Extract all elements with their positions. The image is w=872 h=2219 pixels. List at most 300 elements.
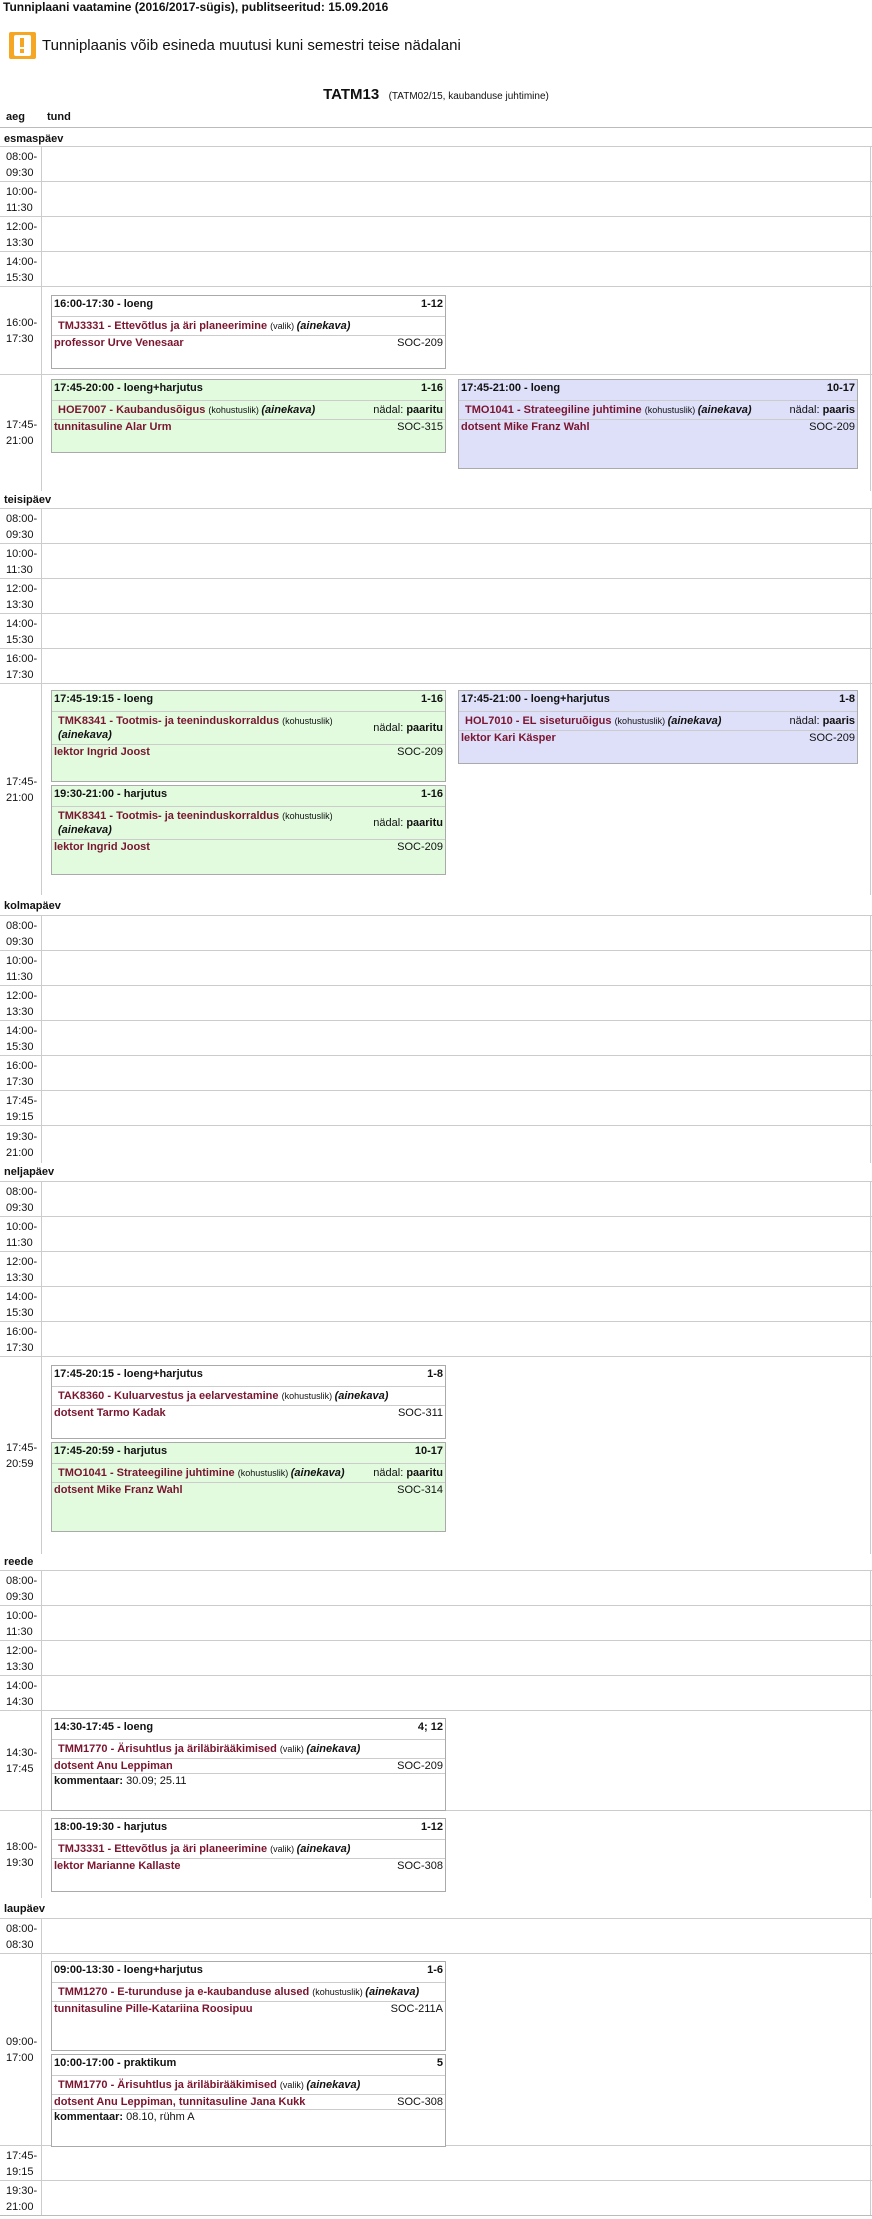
time-slot-label [0,1711,42,1811]
time-range: 09:00- 17:00 [6,2036,38,2064]
course-title[interactable] [58,319,350,333]
time-slot-row [0,508,872,544]
lesson-time-type: 09:00-13:30 - loeng+harjutus [54,1964,203,1976]
lecturer-link[interactable]: dotsent Mike Franz Wahl [54,1484,183,1496]
time-slot-label [0,1056,42,1091]
time-slot-row [0,613,872,649]
lesson-weeks: 10-17 [826,382,855,394]
time-slot-label [0,217,42,252]
warning-icon [9,32,36,59]
course-kind: (kohustuslik) [614,716,668,726]
lecturer-link[interactable]: dotsent Anu Leppiman, tunnitasuline Jana Kukk [54,2096,306,2108]
lesson-cell [42,2146,871,2181]
course-name[interactable]: TAK8360 - Kuluarvestus ja eelarvestamine [58,1390,282,1402]
ainekava-link[interactable]: (ainekava) [697,404,752,416]
time-range: 08:00- 09:30 [6,150,38,179]
time-range: 12:00- 13:30 [6,1255,38,1284]
time-slot-label [0,147,42,182]
lesson-weeks: 1-16 [420,382,443,394]
lesson-cell [42,509,871,544]
lesson-weeks: 5 [436,2057,443,2069]
lesson-header [52,2055,445,2075]
time-slot-label [0,1571,42,1606]
lesson-time-type: 17:45-19:15 - loeng [54,693,154,705]
lesson-time-type: 14:30-17:45 - loeng [54,1721,154,1733]
ainekava-link[interactable]: (ainekava) [306,2079,361,2091]
course-kind: (kohustuslik) [282,811,333,821]
time-slot-label [0,684,42,895]
lecturer-link[interactable]: tunnitasuline Pille-Katariina Roosipuu [54,2003,253,2015]
lesson-card[interactable] [51,379,446,453]
course-title[interactable] [58,1389,388,1403]
week-parity-value: paaritu [406,1467,443,1479]
ainekava-link[interactable]: (ainekava) [58,729,112,741]
course-name[interactable]: TMM1770 - Ärisuhtlus ja äriläbirääkimised [58,1743,280,1755]
lesson-card[interactable] [51,1718,446,1811]
lesson-cell [42,1217,871,1252]
time-range: 08:00- 09:30 [6,1574,38,1603]
course-title[interactable] [58,1742,360,1756]
room: SOC-209 [397,746,443,758]
ainekava-link[interactable]: (ainekava) [365,1986,420,1998]
time-slot-row [0,181,872,217]
lecturer-link[interactable]: lektor Kari Käsper [461,732,556,744]
time-slot-label [0,1182,42,1217]
room: SOC-211A [390,2003,443,2015]
time-slot-row [0,1286,872,1322]
time-slot-row [0,1605,872,1641]
time-slot-row [0,2145,872,2181]
time-slot-row [0,1181,872,1217]
lesson-cell [42,2181,871,2216]
lecturer-link[interactable]: dotsent Anu Leppiman [54,1760,173,1772]
lecturer-link[interactable]: lektor Ingrid Joost [54,841,150,853]
lecturer-link[interactable]: lektor Ingrid Joost [54,746,150,758]
room: SOC-209 [397,1760,443,1772]
lesson-cell [42,1021,871,1056]
time-slot-label [0,1954,42,2146]
time-slot-label [0,1287,42,1322]
comment-label: kommentaar: [54,1775,127,1787]
lesson-card[interactable] [458,379,858,469]
lesson-cell [42,649,871,684]
time-slot-label [0,2146,42,2181]
time-slot-label [0,916,42,951]
time-slot-row [0,543,872,579]
time-range: 17:45- 20:59 [6,1441,38,1470]
time-range: 16:00- 17:30 [6,1059,38,1088]
lesson-course [459,711,857,730]
lesson-course [52,400,445,419]
lesson-time-type: 17:45-21:00 - loeng+harjutus [461,693,610,705]
time-slot-label [0,1091,42,1126]
ainekava-link[interactable]: (ainekava) [290,1467,345,1479]
lesson-lecturer-room [52,2001,445,2016]
ainekava-link[interactable]: (ainekava) [261,404,316,416]
course-name[interactable]: TMO1041 - Strateegiline juhtimine [465,404,645,416]
week-parity [373,816,443,830]
lesson-cell [42,1126,871,1163]
ainekava-link[interactable]: (ainekava) [667,715,722,727]
lesson-weeks: 4; 12 [417,1721,443,1733]
time-range: 08:00- 09:30 [6,512,38,541]
course-name[interactable]: TMK8341 - Tootmis- ja teeninduskorraldus [58,715,283,727]
lesson-header [52,1719,445,1739]
lesson-course [52,711,445,744]
time-slot-label [0,509,42,544]
day-label: neljapäev [4,1166,55,1178]
room: SOC-314 [397,1484,443,1496]
time-slot-row [0,216,872,252]
time-slot-row [0,1640,872,1676]
column-header-time: aeg [6,111,25,123]
lesson-cell [42,614,871,649]
time-range: 16:00- 17:30 [6,652,38,681]
lesson-course [52,1739,445,1758]
time-slot-label [0,614,42,649]
time-slot-row [0,950,872,986]
time-slot-row [0,985,872,1021]
week-parity [790,714,855,728]
lesson-weeks: 1-16 [420,693,443,705]
time-slot-label [0,1606,42,1641]
lesson-lecturer-room [52,335,445,350]
time-range: 16:00- 17:30 [6,317,38,345]
ainekava-link[interactable]: (ainekava) [334,1390,389,1402]
week-parity [373,721,443,735]
day-label: laupäev [4,1903,45,1915]
time-range: 18:00- 19:30 [6,1840,38,1869]
time-range: 08:00- 09:30 [6,919,38,948]
time-slot-label [0,1676,42,1711]
lesson-header [52,1443,445,1463]
week-parity-label: nädal: [373,1467,407,1479]
time-range: 19:30- 21:00 [6,2184,38,2213]
lesson-header [52,786,445,806]
room: SOC-209 [397,841,443,853]
lesson-time-type: 17:45-20:59 - harjutus [54,1445,168,1457]
lesson-cell [42,1056,871,1091]
room: SOC-308 [397,2096,443,2108]
course-name[interactable]: TMK8341 - Tootmis- ja teeninduskorraldus [58,810,283,822]
lesson-card[interactable] [51,1818,446,1892]
lesson-cell [42,1606,871,1641]
time-range: 08:00- 08:30 [6,1922,38,1951]
time-slot-row [0,1216,872,1252]
lesson-header [52,296,445,316]
room: SOC-308 [397,1860,443,1872]
course-name[interactable]: TMM1770 - Ärisuhtlus ja äriläbirääkimised [58,2079,280,2091]
warning-banner [9,31,461,60]
week-parity [790,403,855,417]
lesson-header [459,691,857,711]
lesson-course [52,1839,445,1858]
lesson-time-type: 17:45-21:00 - loeng [461,382,561,394]
time-slot-row [0,146,872,182]
lesson-header [52,1962,445,1982]
time-slot-label [0,579,42,614]
lesson-lecturer-room [52,2094,445,2109]
time-slot-row [0,1321,872,1357]
time-slot-label [0,375,42,491]
week-parity-label: nädal: [789,715,823,727]
lesson-cell [42,1676,871,1711]
time-slot-label [0,1217,42,1252]
lecturer-link[interactable]: dotsent Tarmo Kadak [54,1407,166,1419]
time-slot-label [0,1919,42,1954]
comment-label: kommentaar: [54,2111,127,2123]
lesson-time-type: 17:45-20:15 - loeng+harjutus [54,1368,203,1380]
course-title[interactable] [58,2078,360,2092]
time-slot-row [0,1090,872,1126]
course-name[interactable]: HOE7007 - Kaubandusõigus [58,404,209,416]
time-slot-label [0,252,42,287]
room: SOC-311 [397,1407,443,1419]
lesson-lecturer-room [52,1482,445,1497]
room: SOC-209 [397,337,443,349]
lesson-cell [42,182,871,217]
lecturer-link[interactable]: dotsent Mike Franz Wahl [461,421,590,433]
course-title[interactable] [465,403,752,417]
time-slot-row [0,1055,872,1091]
time-slot-row [0,578,872,614]
course-title[interactable] [58,1985,419,1999]
column-header-lesson: tund [47,111,71,123]
lesson-time-type: 17:45-20:00 - loeng+harjutus [54,382,203,394]
course-kind: (valik) [270,1844,297,1854]
ainekava-link[interactable]: (ainekava) [296,1843,351,1855]
lesson-card[interactable] [51,690,446,782]
course-kind: (kohustuslik) [282,716,333,726]
lesson-card[interactable] [51,785,446,875]
group-header [0,86,872,103]
lesson-weeks: 1-8 [427,1368,443,1380]
time-slot-row [0,1020,872,1056]
time-range: 10:00- 11:30 [6,1609,38,1638]
week-parity-value: paaris [822,404,855,416]
group-description: (TATM02/15, kaubanduse juhtimine) [388,91,549,102]
lecturer-link[interactable]: professor Urve Venesaar [54,337,184,349]
lesson-weeks: 1-16 [420,788,443,800]
course-title[interactable] [465,714,721,728]
lesson-lecturer-room [52,744,445,759]
lesson-weeks: 1-8 [839,693,855,705]
course-name[interactable]: TMO1041 - Strateegiline juhtimine [58,1467,238,1479]
time-slot-label [0,287,42,375]
ainekava-link[interactable]: (ainekava) [296,320,351,332]
lecturer-link[interactable]: lektor Marianne Kallaste [54,1860,181,1872]
time-slot-label [0,1811,42,1898]
week-parity [373,1466,443,1480]
lesson-header [459,380,857,400]
lesson-cell [42,1322,871,1357]
lesson-time-type: 10:00-17:00 - praktikum [54,2057,177,2069]
time-range: 12:00- 13:30 [6,582,38,611]
course-kind: (kohustuslik) [237,1468,291,1478]
time-slot-row [0,2180,872,2216]
lesson-lecturer-room [52,839,445,854]
time-slot-row [0,1675,872,1711]
time-range: 14:00- 15:30 [6,255,38,284]
time-slot-label [0,1021,42,1056]
course-kind: (kohustuslik) [644,405,698,415]
lesson-cell [42,544,871,579]
course-kind: (valik) [270,321,297,331]
week-parity-value: paaritu [406,817,443,829]
week-parity-value: paaris [822,715,855,727]
time-slot-row [0,1251,872,1287]
time-slot-label [0,1357,42,1554]
time-slot-label [0,182,42,217]
course-name[interactable]: TMJ3331 - Ettevõtlus ja äri planeerimine [58,1843,271,1855]
course-title[interactable] [58,809,373,837]
time-range: 12:00- 13:30 [6,220,38,249]
day-label: kolmapäev [4,900,61,912]
lesson-course [52,1463,445,1482]
time-slot-label [0,1641,42,1676]
lesson-lecturer-room [52,419,445,434]
lesson-lecturer-room [52,1858,445,1873]
time-slot-row [0,1570,872,1606]
course-kind: (kohustuslik) [281,1391,335,1401]
lesson-weeks: 1-12 [420,298,443,310]
lesson-course [52,316,445,335]
lesson-weeks: 1-12 [420,1821,443,1833]
lesson-header [52,380,445,400]
course-name[interactable]: TMJ3331 - Ettevõtlus ja äri planeerimine [58,320,271,332]
time-range: 17:45- 19:15 [6,1094,38,1123]
time-range: 14:30- 17:45 [6,1747,38,1775]
table-bottom-border [0,2215,872,2216]
time-slot-row [0,648,872,684]
time-slot-label [0,2181,42,2216]
lesson-time-type: 19:30-21:00 - harjutus [54,788,168,800]
course-kind: (valik) [279,1744,307,1754]
comment-text: 30.09; 25.11 [126,1775,187,1787]
week-parity-value: paaritu [406,404,443,416]
course-title[interactable] [58,714,373,742]
day-label: reede [4,1556,34,1568]
course-kind: (kohustuslik) [312,1987,366,1997]
course-title[interactable] [58,403,315,417]
time-slot-label [0,1126,42,1163]
time-slot-label [0,951,42,986]
lesson-card[interactable] [51,1442,446,1532]
time-range: 14:00- 15:30 [6,617,38,646]
time-slot-label [0,649,42,684]
time-slot-label [0,986,42,1021]
time-range: 17:45- 21:00 [6,419,38,447]
lesson-card[interactable] [51,1365,446,1439]
time-slot-label [0,544,42,579]
lesson-cell [42,1641,871,1676]
lesson-course [52,2075,445,2094]
lesson-cell [42,1091,871,1126]
lesson-header [52,691,445,711]
time-range: 16:00- 17:30 [6,1325,38,1354]
lesson-cell [42,1252,871,1287]
time-slot-row [0,251,872,287]
lesson-cell [42,217,871,252]
lesson-time-type: 18:00-19:30 - harjutus [54,1821,168,1833]
lesson-comment [52,1773,445,1788]
course-name[interactable]: HOL7010 - EL siseturuõigus [465,715,615,727]
time-range: 10:00- 11:30 [6,185,38,214]
ainekava-link[interactable]: (ainekava) [58,824,112,836]
week-parity-label: nädal: [373,722,407,734]
course-title[interactable] [58,1842,350,1856]
page-header-title: Tunniplaani vaatamine (2016/2017-sügis), publitseeritud: 15.09.2016 [3,0,389,14]
week-parity [373,403,443,417]
time-range: 14:00- 14:30 [6,1679,38,1708]
time-slot-row [0,1125,872,1163]
week-parity-label: nädal: [789,404,823,416]
time-range: 10:00- 11:30 [6,547,38,576]
lesson-card[interactable] [51,1961,446,2051]
week-parity-value: paaritu [406,722,443,734]
time-slot-label [0,1322,42,1357]
time-range: 17:45- 21:00 [6,775,38,804]
room: SOC-315 [397,421,443,433]
lesson-lecturer-room [459,419,857,434]
time-range: 12:00- 13:30 [6,1644,38,1673]
lesson-cell [42,1919,871,1954]
course-kind: (kohustuslik) [208,405,262,415]
time-range: 14:00- 15:30 [6,1024,38,1053]
lesson-cell [42,579,871,614]
lesson-header [52,1366,445,1386]
room: SOC-209 [809,421,855,433]
lesson-weeks: 10-17 [414,1445,443,1457]
time-slot-row [0,915,872,951]
course-kind: (valik) [279,2080,307,2090]
time-range: 19:30- 21:00 [6,1130,38,1159]
time-slot-row [0,1918,872,1954]
ainekava-link[interactable]: (ainekava) [306,1743,361,1755]
lecturer-link[interactable]: tunnitasuline Alar Urm [54,421,172,433]
lesson-card[interactable] [51,2054,446,2147]
lesson-cell [42,147,871,182]
lesson-course [52,806,445,839]
lesson-cell [42,916,871,951]
day-label: teisipäev [4,494,52,506]
lesson-lecturer-room [459,730,857,745]
time-range: 14:00- 15:30 [6,1290,38,1319]
lesson-card[interactable] [51,295,446,369]
time-range: 10:00- 11:30 [6,954,38,983]
lesson-cell [42,252,871,287]
lesson-course [52,1982,445,2001]
lesson-cell [42,1182,871,1217]
lesson-comment [52,2109,445,2124]
time-range: 08:00- 09:30 [6,1185,38,1214]
time-range: 12:00- 13:30 [6,989,38,1018]
time-slot-label [0,1252,42,1287]
week-parity-label: nädal: [373,817,407,829]
lesson-lecturer-room [52,1405,445,1420]
lesson-cell [42,986,871,1021]
lesson-course [52,1386,445,1405]
lesson-cell [42,1571,871,1606]
course-name[interactable]: TMM1270 - E-turunduse ja e-kaubanduse alused [58,1986,313,1998]
lesson-cell [42,951,871,986]
lesson-card[interactable] [458,690,858,764]
lesson-time-type: 16:00-17:30 - loeng [54,298,154,310]
lesson-cell [42,1287,871,1322]
course-title[interactable] [58,1466,345,1480]
lesson-weeks: 1-6 [427,1964,443,1976]
room: SOC-209 [809,732,855,744]
